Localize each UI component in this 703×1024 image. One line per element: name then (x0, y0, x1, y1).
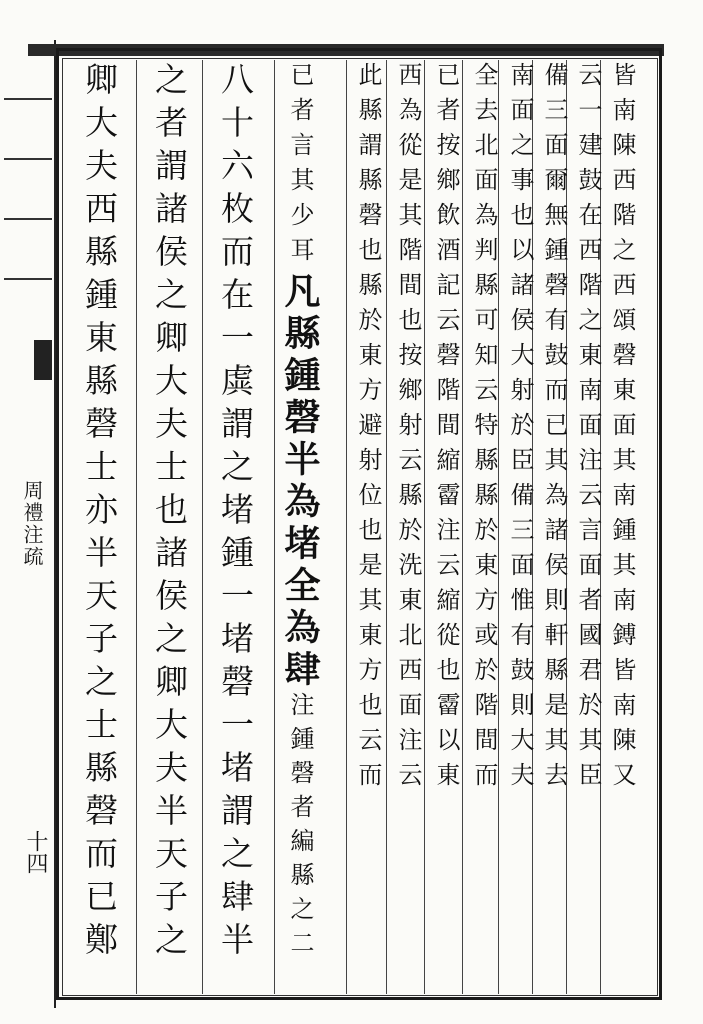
column-rule (136, 60, 137, 994)
column-rule (202, 60, 203, 994)
margin-rule (4, 278, 52, 280)
margin-rule (4, 158, 52, 160)
text-column-6: 已者按鄉飲酒記云磬階間縮霤注云縮從也霤以東 (432, 62, 460, 797)
classic-text: 凡縣鍾磬半為堵全為肆 (279, 272, 321, 692)
book-title: 周禮注疏 (20, 480, 44, 568)
margin-rule (4, 218, 52, 220)
column-rule (346, 60, 347, 994)
text-column-3: 備三面爾無鍾磬有鼓而已其為諸侯則軒縣是其去 (540, 62, 568, 797)
text-column-10: 八十六枚而在一虡謂之堵鍾一堵磬一堵謂之肆半 (216, 62, 255, 965)
fishtail-mark (34, 340, 52, 380)
text-column-2: 云一建鼓在西階之東南面注云言面者國君於其臣 (574, 62, 602, 797)
text-column-7: 西為從是其階間也按鄉射云縣於洗東北西面注云 (394, 62, 422, 797)
margin-rule (4, 98, 52, 100)
margin-strip (0, 40, 56, 1008)
text-column-12: 卿大夫西縣鍾東縣磬士亦半天子之士縣磬而已鄭 (80, 62, 119, 965)
text-column-4: 南面之事也以諸侯大射於臣備三面惟有鼓則大夫 (506, 62, 534, 797)
column-rule (424, 60, 425, 994)
text-column-8: 此縣謂縣磬也縣於東方避射位也是其東方也云而 (354, 62, 382, 797)
text-column-1: 皆南陳西階之西頌磬東面其南鍾其南鎛皆南陳又 (608, 62, 636, 797)
commentary-text: 已者言其少耳 (286, 62, 314, 272)
annotation-text: 注鍾磬者編縣之二 (286, 692, 314, 964)
text-column-9 (279, 62, 321, 992)
page-number: 十四 (23, 830, 48, 874)
column-rule (274, 60, 275, 994)
text-column-5: 全去北面為判縣可知云特縣縣於東方或於階間而 (470, 62, 498, 797)
column-rule (462, 60, 463, 994)
column-rule (386, 60, 387, 994)
text-column-11: 之者謂諸侯之卿大夫士也諸侯之卿大夫半天子之 (150, 62, 189, 965)
